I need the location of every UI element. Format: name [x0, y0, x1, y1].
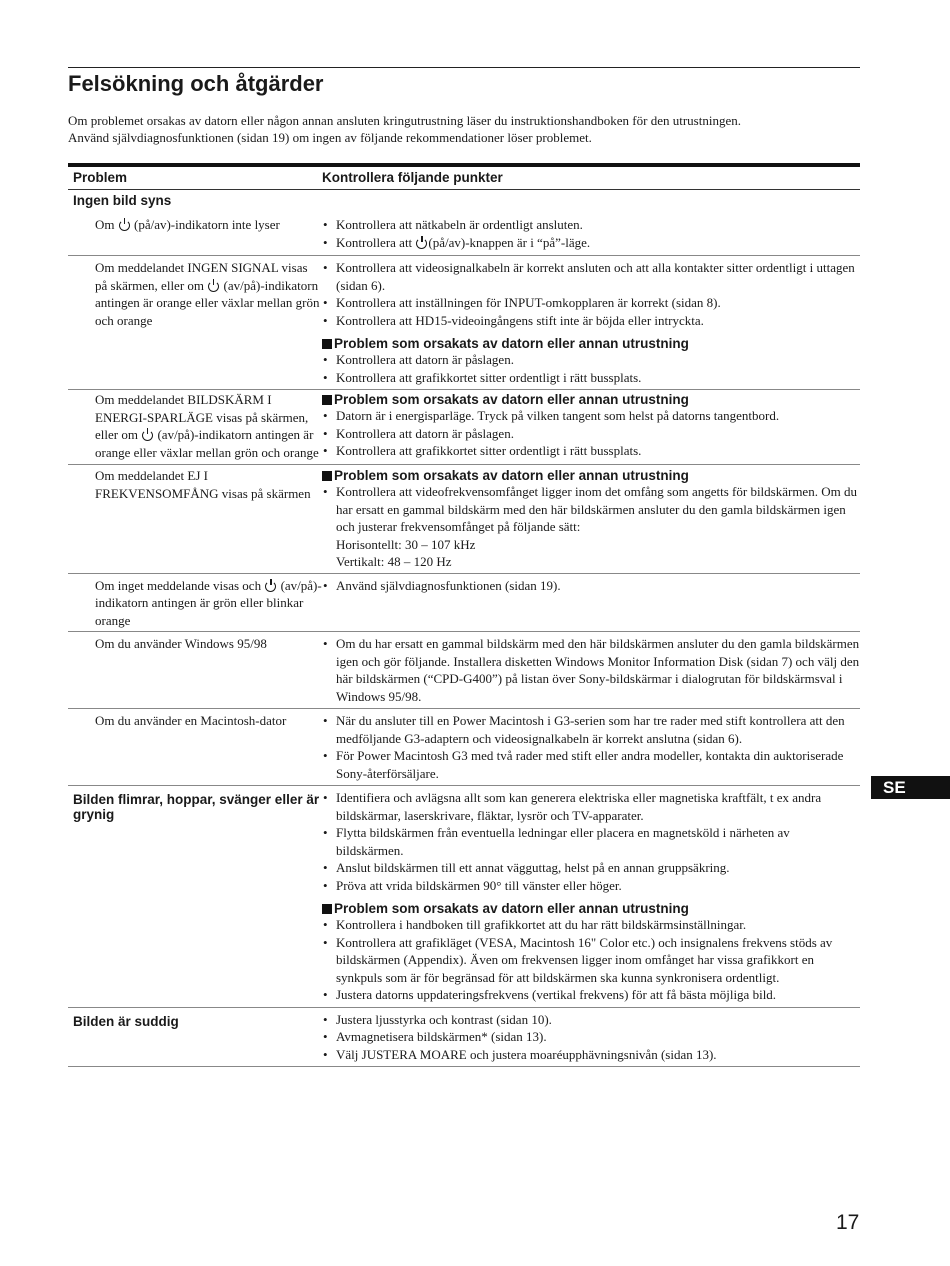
subheading-text: Problem som orsakats av datorn eller annan utrustning [334, 901, 689, 916]
power-icon [119, 219, 130, 230]
check-cell [322, 1011, 860, 1064]
power-icon [142, 429, 153, 440]
intro-line: Använd självdiagnosfunktionen (sidan 19) om ingen av följande rekommendationer löser problemet. [68, 130, 592, 145]
list-item: • Om du har ersatt en gammal bildskärm med den här bildskärmen ansluter du den gamla bildskärmen igen och gör följande. Installera disketten Windows Monitor Information Disk (sidan 7) och välj den här bildskärmen (“CPD-G400”) på listan över Sony-bildskärmar i dialogrutan för bildskärmsval i Windows 95/98. [322, 635, 860, 705]
top-rule [68, 67, 860, 68]
subheading-text: Problem som orsakats av datorn eller annan utrustning [334, 392, 689, 407]
list-item: • Datorn är i energisparläge. Tryck på vilken tangent som helst på datorns tangentbord. [322, 407, 860, 425]
list-item: • Kontrollera att grafikkortet sitter ordentligt i rätt bussplats. [322, 369, 860, 387]
subheading [322, 337, 860, 351]
list-item: • Pröva att vrida bildskärmen 90° till vänster eller höger. [322, 877, 860, 895]
item-text: (på/av)-knappen är i “på”-läge. [428, 234, 591, 250]
frequency-horizontal: Horisontellt: 30 – 107 kHz [336, 536, 476, 552]
intro [68, 112, 860, 146]
item-text: Kontrollera att [336, 234, 413, 250]
problem-cell: Om du använder en Macintosh-dator [95, 713, 287, 728]
check-cell [322, 789, 860, 1004]
black-square-icon [322, 904, 332, 914]
problem-text: Om meddelandet INGEN SIGNAL visas på skärmen, eller om [95, 260, 308, 293]
check-cell [322, 390, 860, 461]
subheading [322, 902, 860, 916]
frequency-vertical: Vertikalt: 48 – 120 Hz [336, 554, 452, 569]
list-item [322, 234, 860, 252]
check-cell [322, 216, 860, 251]
problem-text: (av/på)-indikatorn antingen är orange eller växlar mellan grön och orange [95, 427, 319, 460]
power-icon [416, 237, 427, 248]
table-row [68, 1008, 860, 1068]
subheading-text: Problem som orsakats av datorn eller annan utrustning [334, 336, 689, 351]
problem-cell [68, 577, 322, 630]
page-title: Felsökning och åtgärder [68, 71, 324, 96]
list-item: • Kontrollera att grafikkortet sitter ordentligt i rätt bussplats. [322, 442, 860, 460]
problem-cell [68, 216, 322, 251]
black-square-icon [322, 395, 332, 405]
section-blurry: Bilden är suddig [73, 1013, 179, 1029]
table-row [68, 574, 860, 633]
problem-text: (på/av)-indikatorn inte lyser [134, 217, 280, 232]
list-item: • Använd självdiagnosfunktionen (sidan 19). [322, 577, 860, 595]
table-row [68, 211, 860, 256]
table-header [68, 167, 860, 190]
intro-line: Om problemet orsakas av datorn eller någon annan ansluten kringutrustning läser du instruktionshandboken för den utrustningen. [68, 113, 741, 128]
problem-text: (av/på)-indikatorn antingen är orange eller växlar mellan grön och orange [95, 277, 320, 328]
section-flicker: Bilden flimrar, hoppar, svänger eller är grynig [73, 792, 320, 822]
list-item: • Justera datorns uppdateringsfrekvens (vertikal frekvens) för att få bästa möjliga bild. [322, 986, 860, 1004]
list-item: • Flytta bildskärmen från eventuella ledningar eller placera en magnetsköld i närheten av bildskärmen. [322, 824, 860, 859]
table-row [68, 709, 860, 786]
problem-cell [68, 390, 322, 461]
check-cell [322, 712, 860, 782]
troubleshooting-table [68, 163, 860, 1067]
list-item: • Kontrollera att grafikläget (VESA, Macintosh 16" Color etc.) och insignalens frekvens stöds av bildskärmen (Appendix). Även om frekvensen ligger inom omfånget har vissa grafikkort en synkpuls som är för begränsad för att bildskärmen ska kunna synkronisera ordentligt. [322, 934, 860, 987]
subheading [322, 469, 860, 483]
problem-text: Om inget meddelande visas och [95, 577, 262, 593]
problem-cell [68, 259, 322, 386]
problem-text: Om meddelandet BILDSKÄRM I ENERGI-SPARLÄGE visas på skärmen, eller om [95, 392, 309, 442]
list-item: • Kontrollera att videofrekvensomfånget ligger inom det omfång som angetts för bildskärmen. Om du har ersatt en gammal bildskärm med den här bildskärmen ansluter du den gamla bildskärmen igen och justerar frekvensomfånget på följande sätt: [322, 483, 860, 536]
list-item: • Kontrollera i handboken till grafikkortet att du har rätt bildskärmsinställningar. [322, 916, 860, 934]
power-icon [265, 580, 276, 591]
table-row [68, 256, 860, 390]
black-square-icon [322, 339, 332, 349]
list-item: • Kontrollera att inställningen för INPUT-omkopplaren är korrekt (sidan 8). [322, 294, 860, 312]
power-icon [208, 280, 219, 291]
check-cell [322, 577, 860, 630]
list-item: • För Power Macintosh G3 med två rader med stift eller andra modeller, kontakta din auktoriserade Sony-återförsäljare. [322, 747, 860, 782]
list-item: • Kontrollera att videosignalkabeln är korrekt ansluten och att alla kontakter sitter ordentligt i uttagen (sidan 6). [322, 259, 860, 294]
problem-cell: Om du använder Windows 95/98 [95, 636, 267, 651]
subheading-text: Problem som orsakats av datorn eller annan utrustning [334, 468, 689, 483]
list-item: • Kontrollera att HD15-videoingångens stift inte är böjda eller intryckta. [322, 312, 860, 330]
section-no-picture: Ingen bild syns [73, 193, 172, 208]
list-item: • Identifiera och avlägsna allt som kan generera elektriska eller magnetiska kraftfält, t ex andra bildskärmar, laserskrivare, fläktar, lysrör och TV-apparater. [322, 789, 860, 824]
problem-text: Om [95, 217, 115, 232]
table-row [68, 465, 860, 574]
check-cell [322, 259, 860, 386]
language-tab: SE [871, 776, 950, 799]
list-item: • Välj JUSTERA MOARE och justera moaréupphävningsnivån (sidan 13). [322, 1046, 860, 1064]
check-cell [322, 466, 860, 571]
problem-text: (av/på)-indikatorn antingen är grön eller blinkar orange [95, 577, 322, 628]
header-check: Kontrollera följande punkter [322, 170, 503, 185]
subheading [322, 393, 860, 407]
list-item: • Kontrollera att datorn är påslagen. [322, 351, 860, 369]
black-square-icon [322, 471, 332, 481]
table-row [68, 632, 860, 709]
list-item: • Anslut bildskärmen till ett annat vägguttag, helst på en annan gruppsäkring. [322, 859, 860, 877]
header-problem: Problem [73, 170, 128, 185]
list-item: • Kontrollera att datorn är påslagen. [322, 425, 860, 443]
list-item: • Justera ljusstyrka och kontrast (sidan 10). [322, 1011, 860, 1029]
list-item: • När du ansluter till en Power Macintosh i G3-serien som har tre rader med stift kontrollera att den medföljande G3-adaptern och videosignalkabeln är korrekt anslutna (sidan 6). [322, 712, 860, 747]
list-item: • Avmagnetisera bildskärmen* (sidan 13). [322, 1028, 860, 1046]
table-row [68, 786, 860, 1008]
page-number: 17 [836, 1211, 860, 1234]
check-cell [322, 635, 860, 705]
table-row [68, 390, 860, 465]
problem-cell: Om meddelandet EJ I FREKVENSOMFÅNG visas på skärmen [95, 468, 311, 501]
list-item: • Kontrollera att nätkabeln är ordentligt ansluten. [322, 216, 860, 234]
